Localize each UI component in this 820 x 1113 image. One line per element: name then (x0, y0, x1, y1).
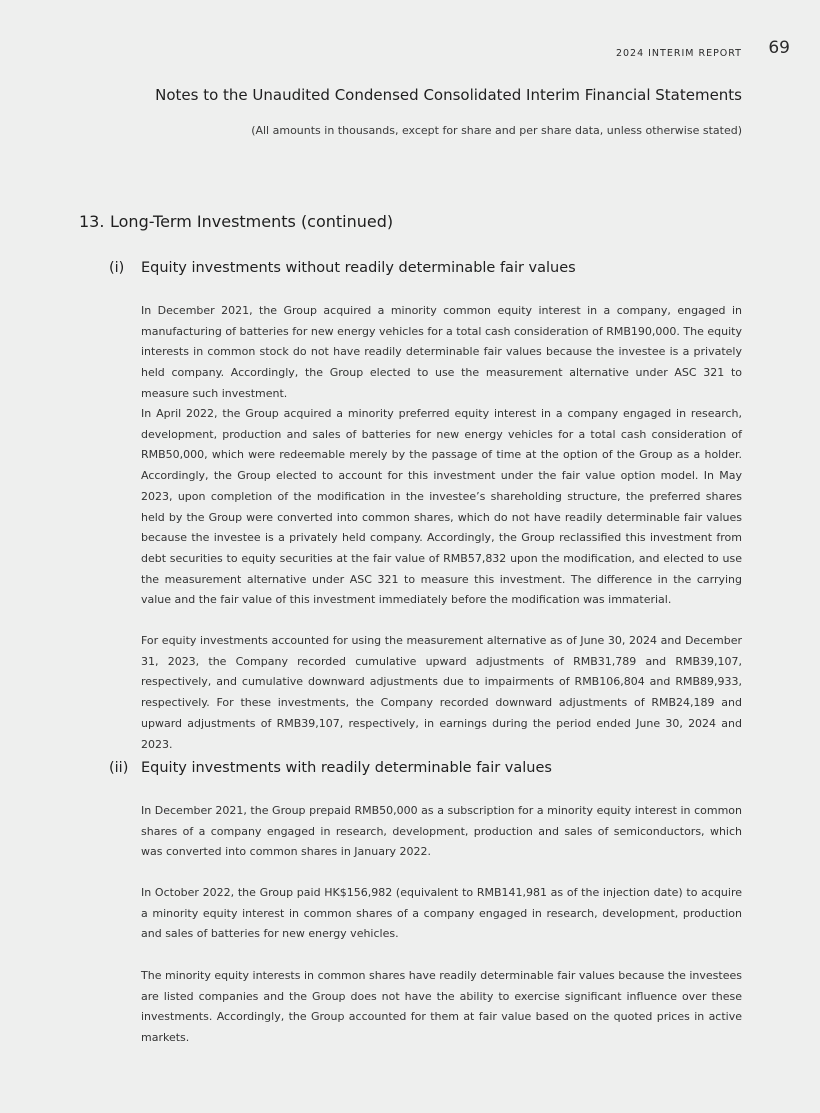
subsection-ii-title: Equity investments with readily determinable fair values (141, 760, 552, 776)
amounts-note: (All amounts in thousands, except for share and per share data, unless otherwise stated) (251, 124, 742, 137)
section-title: Long-Term Investments (continued) (110, 212, 394, 231)
section-number: 13. (79, 212, 105, 231)
subsection-i-number: (i) (109, 260, 125, 276)
section-heading (79, 212, 393, 231)
paragraph-ii-2: In October 2022, the Group paid HK$156,982 (equivalent to RMB141,981 as of the injection date) to acquire a minority equity interest in common shares of a company engaged in research, development, production and sales of batteries for new energy vehicles. (141, 886, 742, 941)
paragraph-i-1: In December 2021, the Group acquired a minority common equity interest in a company, engaged in manufacturing of batteries for new energy vehicles for a total cash consideration of RMB190,000. The equity interests in common stock do not have readily determinable fair values because the investee is a privately held company. Accordingly, the Group elected to use the measurement alternative under ASC 321 to measure such investment. (141, 304, 742, 400)
paragraph-ii-3: The minority equity interests in common shares have readily determinable fair values because the investees are listed companies and the Group does not have the ability to exercise significant influence over these investments. Accordingly, the Group accounted for them at fair value based on the quoted prices in active markets. (141, 969, 742, 1045)
report-label: 2024 INTERIM REPORT (615, 48, 742, 59)
subsection-i-heading (109, 260, 576, 276)
subsection-i-title: Equity investments without readily determinable fair values (141, 260, 576, 276)
page-number: 69 (768, 38, 790, 58)
subsection-ii-number: (ii) (109, 760, 129, 776)
notes-title: Notes to the Unaudited Condensed Consolidated Interim Financial Statements (155, 86, 742, 104)
paragraph-i-2: In April 2022, the Group acquired a minority preferred equity interest in a company engaged in research, development, production and sales of batteries for new energy vehicles for a total cash consideration of RMB50,000, which were redeemable merely by the passage of time at the option of the Group as a holder. Accordingly, the Group elected to account for this investment under the fair value option model. In May 2023, upon completion of the modification in the investee’s shareholding structure, the preferred shares held by the Group were converted into common shares, which do not have readily determinable fair values because the investee is a privately held company. Accordingly, the Group reclassified this investment from debt securities to equity securities at the fair value of RMB57,832 upon the modification, and elected to use the measurement alternative under ASC 321 to measure this investment. The difference in the carrying value and the fair value of this investment immediately before the modification was immaterial. (141, 407, 742, 607)
paragraph-ii-1: In December 2021, the Group prepaid RMB50,000 as a subscription for a minority equity interest in common shares of a company engaged in research, development, production and sales of semiconductors, which was converted into common shares in January 2022. (141, 804, 742, 859)
subsection-ii-heading (109, 760, 552, 776)
paragraph-i-3: For equity investments accounted for using the measurement alternative as of June 30, 2024 and December 31, 2023, the Company recorded cumulative upward adjustments of RMB31,789 and RMB39,107, respectively, and cumulative downward adjustments due to impairments of RMB106,804 and RMB89,933, respectively. For these investments, the Company recorded downward adjustments of RMB24,189 and upward adjustments of RMB39,107, respectively, in earnings during the period ended June 30, 2024 and 2023. (141, 634, 742, 751)
